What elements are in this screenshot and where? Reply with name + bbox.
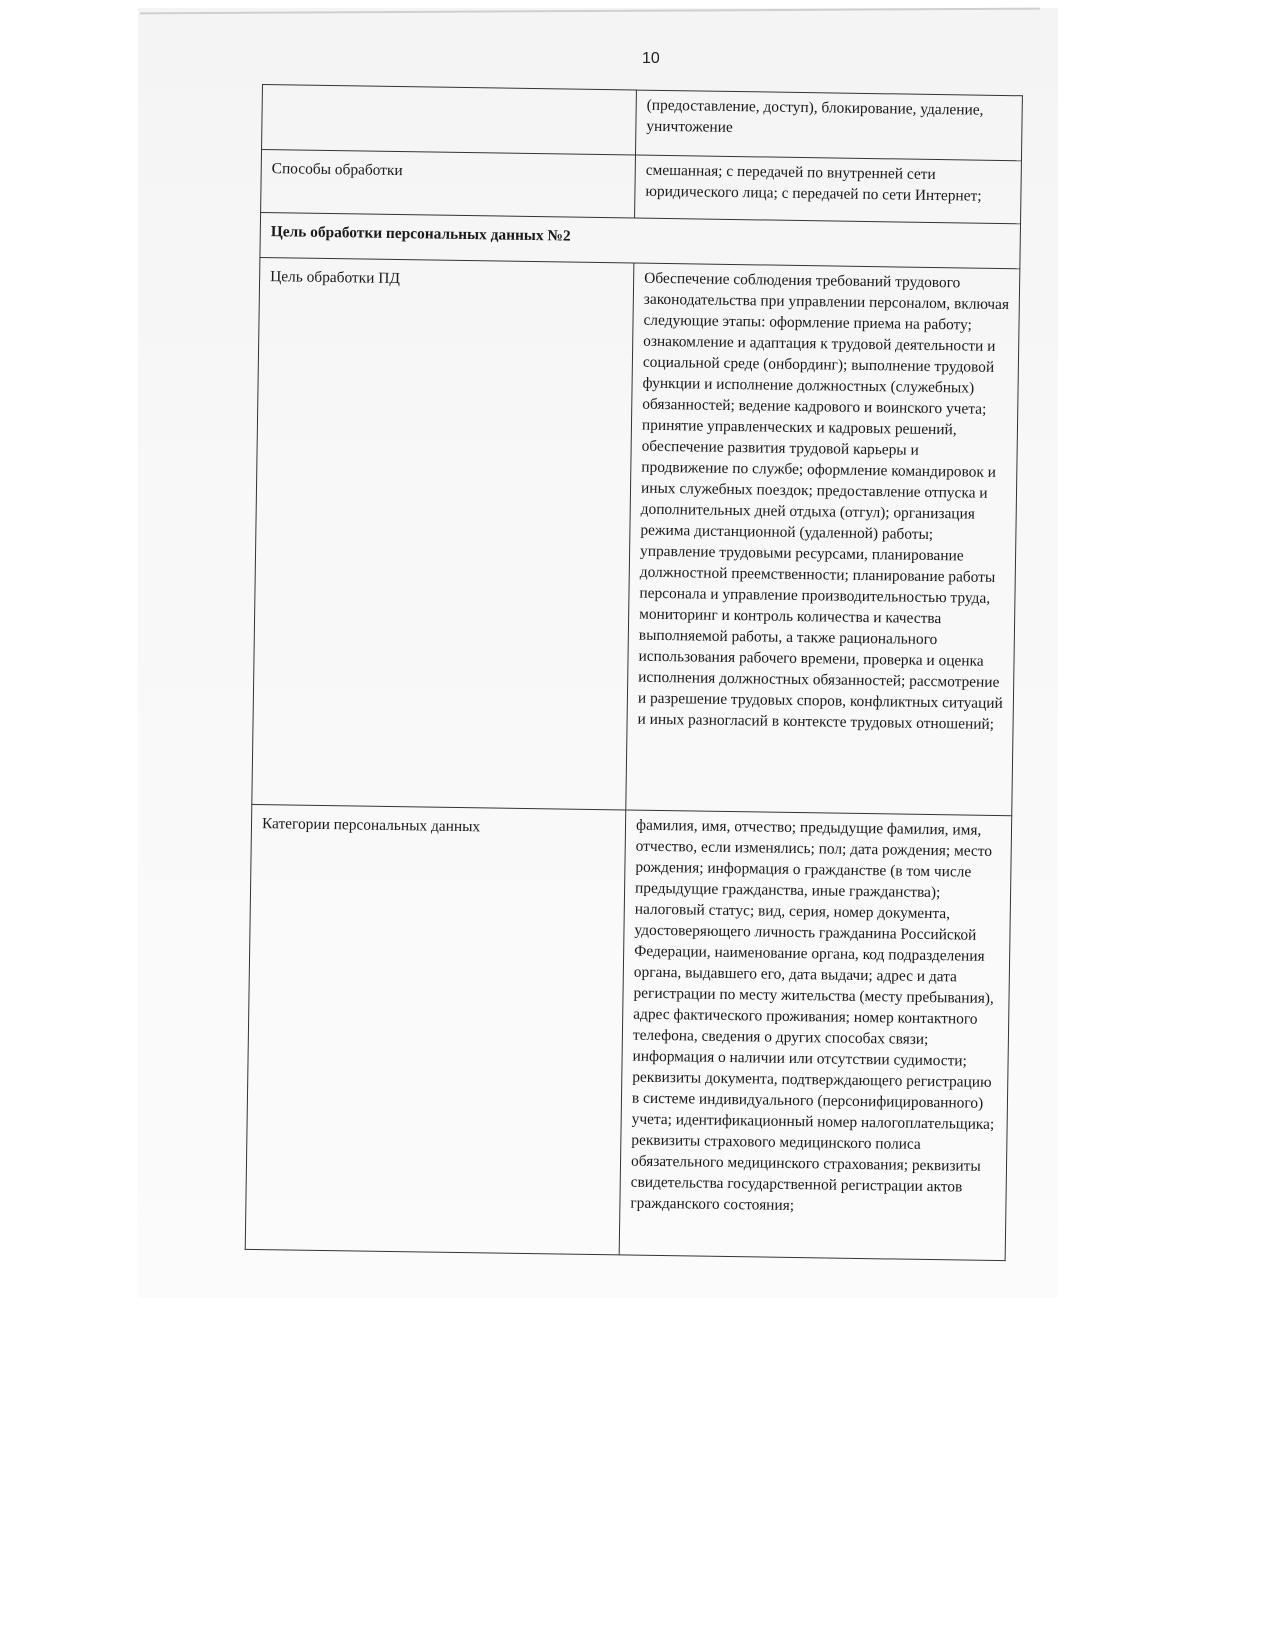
table-row xyxy=(245,804,1012,1260)
document-body xyxy=(245,84,1022,1261)
table-row xyxy=(262,85,1023,161)
page-number: 10 xyxy=(642,50,660,67)
personal-data-table xyxy=(245,84,1023,1261)
row-label-purpose: Цель обработки ПД xyxy=(252,257,634,809)
row-value-purpose: Обеспечение соблюдения требований трудового законодательства при управлении персоналом, включая следующие этапы: оформление приема на работу; ознакомление и адаптация к трудовой деятельности и социальной среде (онбординг); выполнение трудовой функции и исполнение должностных (служебных) обязанностей; ведение кадрового и воинского учета; принятие управленческих и кадровых решений, обеспечение развития трудовой карьеры и продвижение по службе; оформление командировок и иных служебных поездок; предоставление отпуска и дополнительных дней отдыха (отгул); организация режима дистанционной (удаленной) работы; управление трудовыми ресурсами, планирование должностной преемственности; планирование работы персонала и управление производительностью труда, мониторинг и контроль количества и качества выполняемой работы, а также рационального использования рабочего времени, проверка и оценка исполнения должностных обязанностей; рассмотрение и разрешение трудовых споров, конфликтных ситуаций и иных разногласий в контексте трудовых отношений; xyxy=(626,263,1020,816)
row-value: (предоставление, доступ), блокирование, удаление, уничтожение xyxy=(635,90,1022,161)
table-row xyxy=(261,150,1022,224)
row-label-processing-methods: Способы обработки xyxy=(261,150,636,219)
row-value-categories: фамилия, имя, отчество; предыдущие фамилия, имя, отчество, если изменялись; пол; дата рождения; место рождения; информация о гражданстве (в том числе предыдущие гражданства, иные гражданства); налоговый статус; вид, серия, номер документа, удостоверяющего личность гражданина Российской Федерации, наименование органа, код подразделения органа, выдавшего его, дата выдачи; адрес и дата регистрации по месту жительства (месту пребывания), адрес фактического проживания; номер контактного телефона, сведения о других способах связи; информация о наличии или отсутствии судимости; реквизиты документа, подтверждающего регистрацию в системе индивидуального (персонифицированного) учета; идентификационный номер налогоплательщика; реквизиты страхового медицинского полиса обязательного медицинского страхования; реквизиты свидетельства государственной регистрации актов гражданского состояния; xyxy=(619,810,1012,1261)
row-label xyxy=(262,85,637,156)
table-row xyxy=(252,257,1020,815)
section-title: Цель обработки персональных данных №2 xyxy=(260,212,1021,268)
row-value-processing-methods: смешанная; с передачей по внутренней сети юридического лица; с передачей по сети Интернет; xyxy=(635,155,1022,224)
row-label-categories: Категории персональных данных xyxy=(245,804,626,1254)
